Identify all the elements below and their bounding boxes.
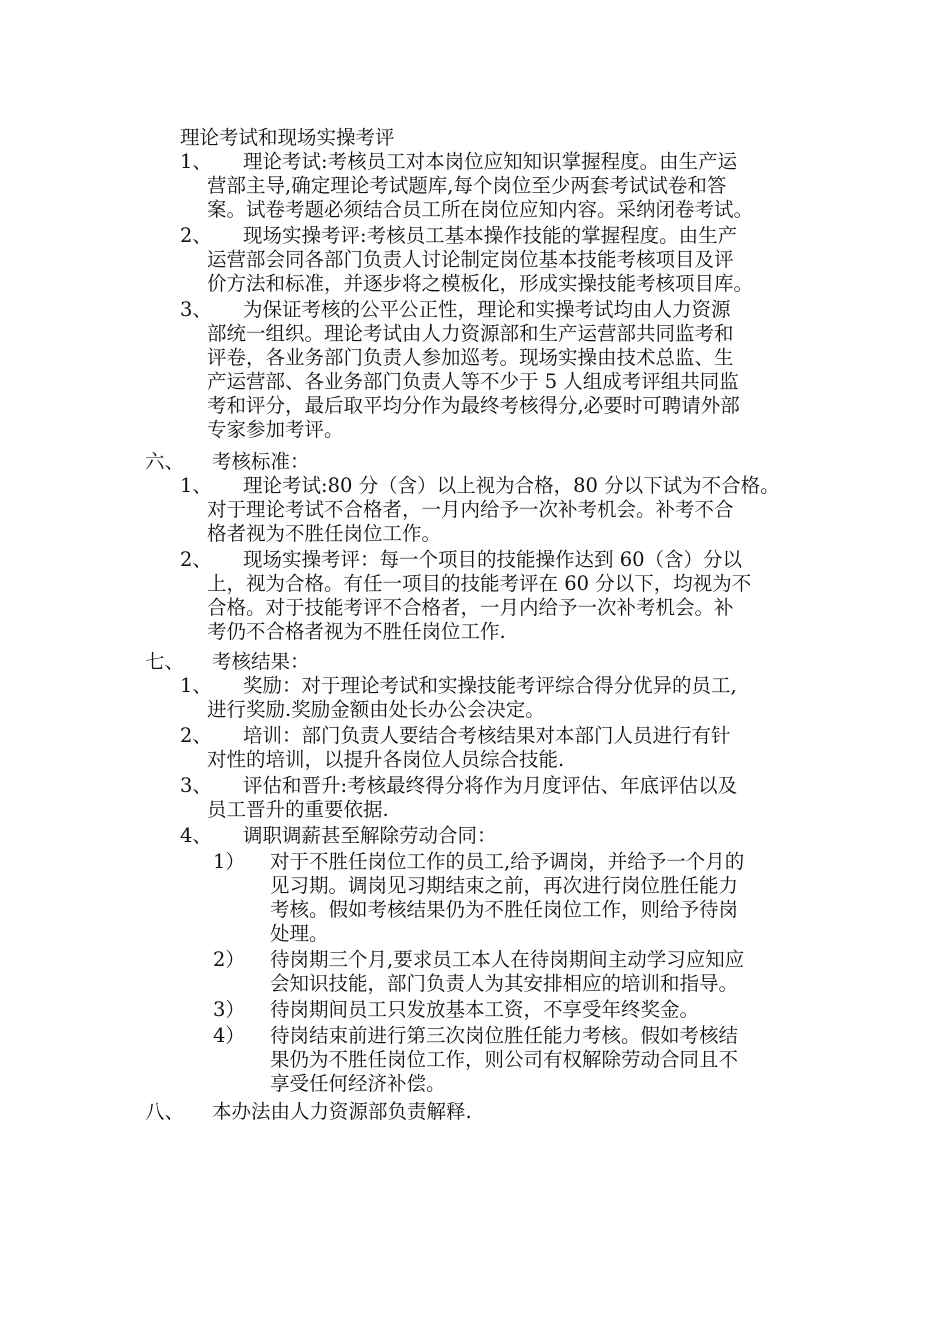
section-title: 考核标准： xyxy=(212,450,310,473)
section-number: 六、 xyxy=(145,450,185,473)
item-line: 对于理论考试不合格者，一月内给予一次补考机会。补考不合 xyxy=(207,498,734,521)
item-number: 3、 xyxy=(180,298,212,321)
sub-item-line: 待岗期三个月,要求员工本人在待岗期间主动学习应知应 xyxy=(270,948,745,971)
item-line: 评估和晋升:考核最终得分将作为月度评估、年底评估以及 xyxy=(243,774,738,797)
section-number: 八、 xyxy=(145,1100,185,1123)
section-title: 考核结果： xyxy=(212,650,310,673)
item-line: 专家参加考评。 xyxy=(207,418,344,441)
item-number: 1、 xyxy=(180,150,212,173)
item-line: 培训：部门负责人要结合考核结果对本部门人员进行有针 xyxy=(243,724,731,747)
sub-item-number: 2） xyxy=(213,948,245,971)
item-line: 合格。对于技能考评不合格者，一月内给予一次补考机会。补 xyxy=(207,596,734,619)
item-line: 现场实操考评：每一个项目的技能操作达到 60（含）分以 xyxy=(243,548,743,571)
item-line: 上，视为合格。有任一项目的技能考评在 60 分以下，均视为不 xyxy=(207,572,752,595)
item-line: 员工晋升的重要依据. xyxy=(207,798,389,821)
item-number: 1、 xyxy=(180,674,212,697)
item-number: 2、 xyxy=(180,548,212,571)
item-line: 理论考试:考核员工对本岗位应知知识掌握程度。由生产运 xyxy=(243,150,738,173)
sub-item-line: 见习期。调岗见习期结束之前，再次进行岗位胜任能力 xyxy=(270,874,739,897)
item-line: 现场实操考评:考核员工基本操作技能的掌握程度。由生产 xyxy=(243,224,738,247)
item-line: 案。试卷考题必须结合员工所在岗位应知内容。采纳闭卷考试。 xyxy=(207,198,754,221)
sub-item-number: 3） xyxy=(213,998,245,1021)
sub-item-line: 享受任何经济补偿。 xyxy=(270,1072,446,1095)
item-line: 运营部会同各部门负责人讨论制定岗位基本技能考核项目及评 xyxy=(207,248,734,271)
section-number: 七、 xyxy=(145,650,185,673)
item-line: 营部主导,确定理论考试题库,每个岗位至少两套考试试卷和答 xyxy=(207,174,727,197)
sub-item-line: 考核。假如考核结果仍为不胜任岗位工作，则给予待岗 xyxy=(270,898,739,921)
sub-item-line: 待岗结束前进行第三次岗位胜任能力考核。假如考核结 xyxy=(270,1024,739,1047)
item-line: 部统一组织。理论考试由人力资源部和生产运营部共同监考和 xyxy=(207,322,734,345)
item-line: 为保证考核的公平公正性，理论和实操考试均由人力资源 xyxy=(243,298,731,321)
item-line: 产运营部、各业务部门负责人等不少于 5 人组成考评组共同监 xyxy=(207,370,739,393)
item-line: 格者视为不胜任岗位工作。 xyxy=(207,522,442,545)
item-line: 奖励：对于理论考试和实操技能考评综合得分优异的员工, xyxy=(243,674,737,697)
item-number: 4、 xyxy=(180,824,212,847)
sub-item-line: 果仍为不胜任岗位工作，则公司有权解除劳动合同且不 xyxy=(270,1048,739,1071)
item-line: 评卷，各业务部门负责人参加巡考。现场实操由技术总监、生 xyxy=(207,346,734,369)
item-line: 考和评分，最后取平均分作为最终考核得分,必要时可聘请外部 xyxy=(207,394,740,417)
item-number: 1、 xyxy=(180,474,212,497)
sub-item-number: 1） xyxy=(213,850,245,873)
sub-item-line: 处理。 xyxy=(270,922,329,945)
item-line: 理论考试:80 分（含）以上视为合格，80 分以下试为不合格。 xyxy=(243,474,780,497)
item-line: 价方法和标准，并逐步将之模板化，形成实操技能考核项目库。 xyxy=(207,272,754,295)
item-line: 进行奖励.奖励金额由处长办公会决定。 xyxy=(207,698,545,721)
sub-item-line: 会知识技能，部门负责人为其安排相应的培训和指导。 xyxy=(270,972,739,995)
item-number: 2、 xyxy=(180,724,212,747)
sub-item-number: 4） xyxy=(213,1024,245,1047)
sub-item-line: 对于不胜任岗位工作的员工,给予调岗，并给予一个月的 xyxy=(270,850,745,873)
intro-line: 理论考试和现场实操考评 xyxy=(180,126,395,149)
item-number: 3、 xyxy=(180,774,212,797)
item-line: 考仍不合格者视为不胜任岗位工作. xyxy=(207,620,506,643)
item-number: 2、 xyxy=(180,224,212,247)
section-title: 本办法由人力资源部负责解释. xyxy=(212,1100,472,1123)
item-line: 对性的培训，以提升各岗位人员综合技能. xyxy=(207,748,565,771)
sub-item-line: 待岗期间员工只发放基本工资，不享受年终奖金。 xyxy=(270,998,700,1021)
item-line: 调职调薪甚至解除劳动合同： xyxy=(243,824,497,847)
